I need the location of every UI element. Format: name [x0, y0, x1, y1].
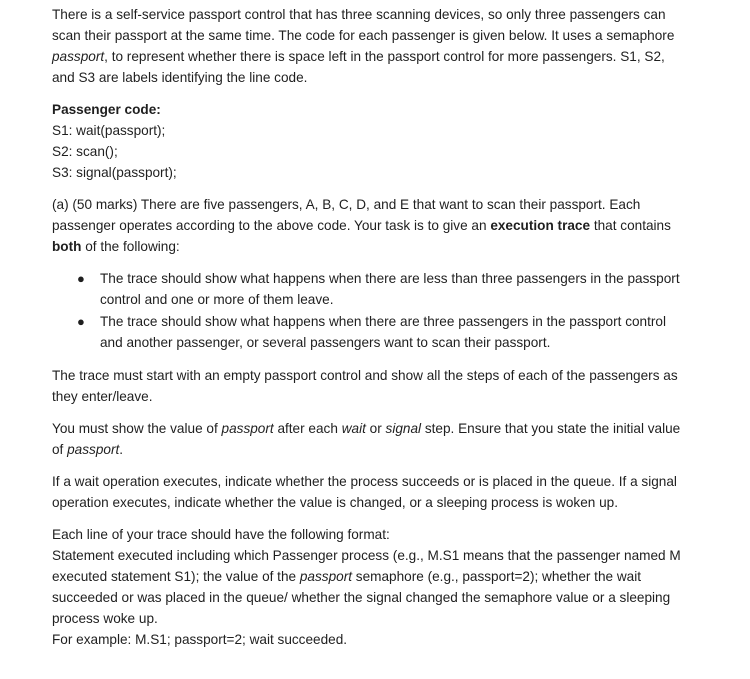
question-a-bold-both: both — [52, 239, 82, 254]
wait-signal-paragraph: If a wait operation executes, indicate whether the process succeeds or is placed in the queue. If a signal operation executes, indicate whether the value is changed, or a sleeping process is woken up. — [52, 474, 677, 510]
trace-start-paragraph: The trace must start with an empty passport control and show all the steps of each of the passengers as they enter/leave. — [52, 368, 678, 404]
bullet-icon: ● — [77, 314, 85, 329]
code-title: Passenger code: — [52, 102, 161, 117]
intro-text-2: , to represent whether there is space left in the passport control for more passengers. S1, S2, and S3 are labels identifying the line code. — [52, 49, 665, 85]
code-line-s3: S3: signal(passport); — [52, 165, 177, 180]
passenger-code-block — [52, 99, 682, 183]
format-example: For example: M.S1; passport=2; wait succeeded. — [52, 632, 348, 647]
requirement-text: The trace should show what happens when there are less than three passengers in the passport control and one or more of them leave. — [100, 271, 680, 307]
question-a-text-2: that contains — [590, 218, 671, 233]
document-page — [52, 4, 682, 650]
code-line-s2: S2: scan(); — [52, 144, 118, 159]
requirement-list — [52, 268, 682, 353]
format-text-2: semaphore (e.g., passport=2); whether the wait succeeded or was placed in the queue/ whether the signal changed the semaphore value or a sleeping process woke up. — [52, 569, 671, 626]
question-a-text-3: of the following: — [81, 239, 180, 254]
value-note-text-5: . — [119, 442, 124, 457]
intro-paragraph — [52, 4, 682, 88]
format-passport: passport — [299, 569, 353, 584]
bullet-icon: ● — [77, 271, 85, 286]
value-note-signal: signal — [385, 421, 422, 436]
question-a-text-1: (a) (50 marks) There are five passengers, A, B, C, D, and E that want to scan their passport. Each passenger operates according to the above code. Your task is to give an — [52, 197, 641, 233]
requirement-text: The trace should show what happens when there are three passengers in the passport control and another passenger, or several passengers want to scan their passport. — [100, 314, 666, 350]
format-text-1: Statement executed including which Passenger process (e.g., M.S1 means that the passenger named M executed statement S1); the value of the — [52, 548, 681, 584]
value-note-passport-2: passport — [67, 442, 120, 457]
value-note-text-4: step. Ensure that you state the initial value of — [52, 421, 681, 457]
intro-semaphore-name: passport — [52, 49, 105, 64]
requirement-item — [52, 311, 682, 353]
value-note-paragraph — [52, 418, 682, 460]
format-description — [52, 545, 682, 629]
intro-text-1: There is a self-service passport control that has three scanning devices, so only three passengers can scan their passport at the same time. The code for each passenger is given below. It uses a semaphore — [52, 7, 675, 43]
question-a-bold-execution-trace: execution trace — [490, 218, 591, 233]
value-note-passport: passport — [221, 421, 274, 436]
requirement-item — [52, 268, 682, 310]
value-note-text-2: after each — [273, 421, 342, 436]
question-a-paragraph — [52, 194, 682, 257]
value-note-text-3: or — [365, 421, 386, 436]
value-note-wait: wait — [341, 421, 366, 436]
code-line-s1: S1: wait(passport); — [52, 123, 166, 138]
format-intro: Each line of your trace should have the following format: — [52, 527, 390, 542]
value-note-text-1: You must show the value of — [52, 421, 222, 436]
format-paragraph — [52, 524, 682, 650]
